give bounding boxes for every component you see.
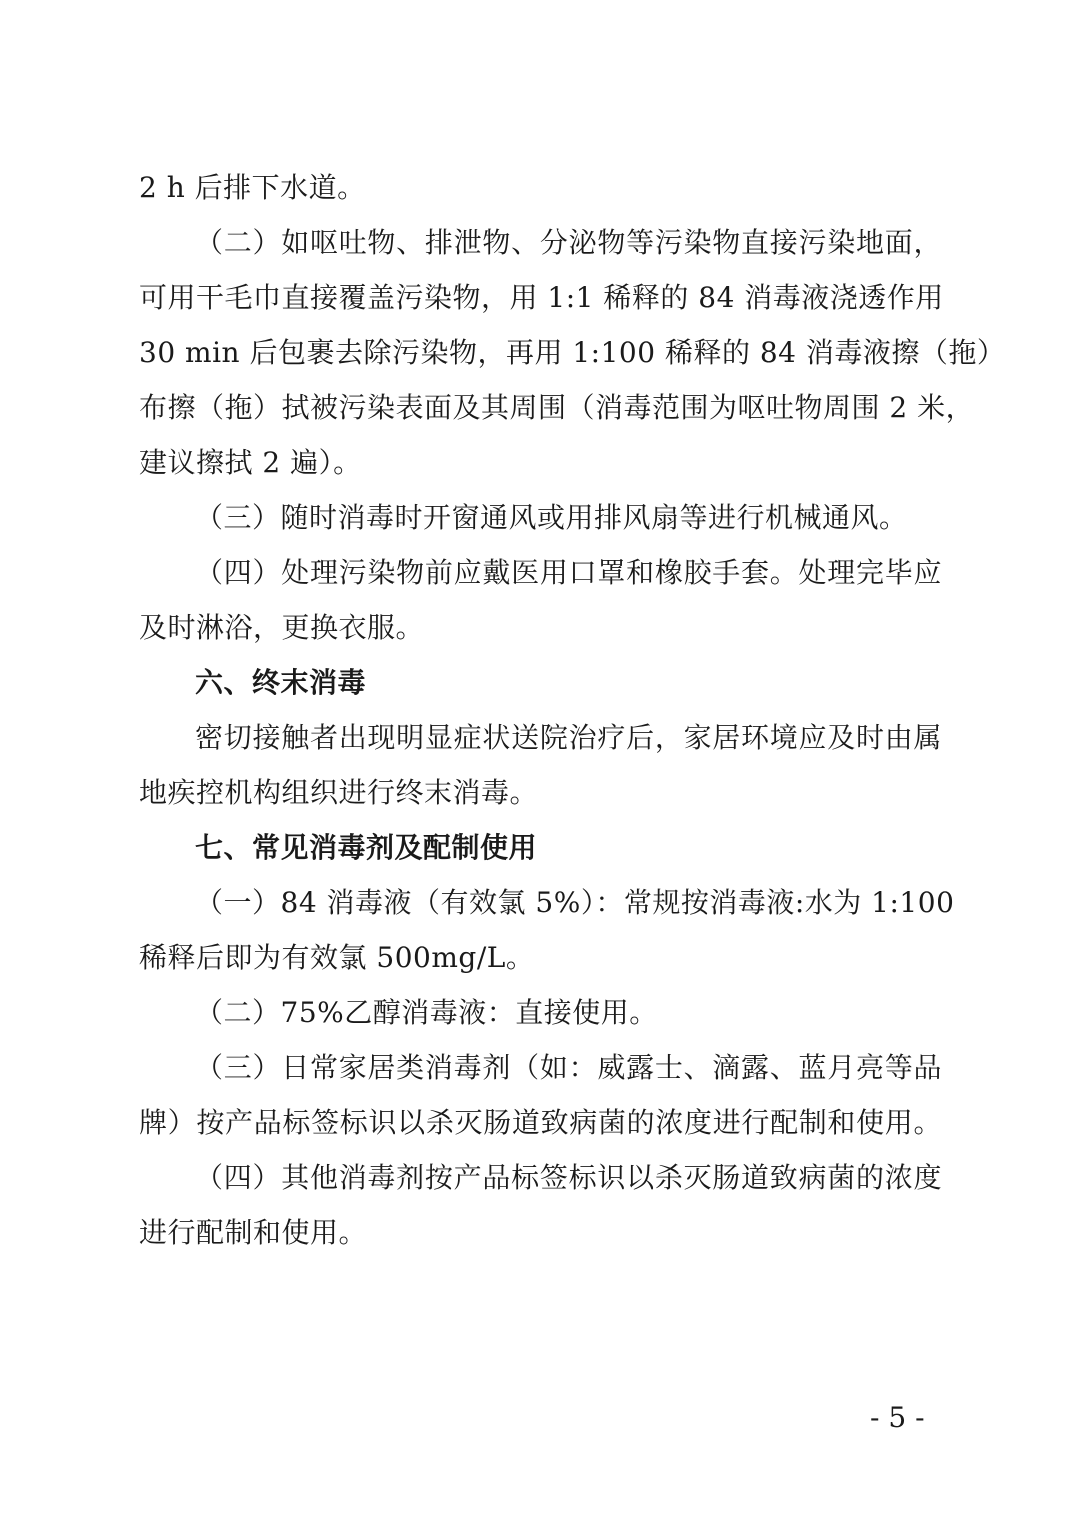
text-line: （三）随时消毒时开窗通风或用排风扇等进行机械通风。 xyxy=(195,501,908,534)
text-line: 稀释后即为有效氯 500mg/L。 xyxy=(139,941,535,974)
text-line: 进行配制和使用。 xyxy=(139,1216,368,1249)
text-line: （一）84 消毒液（有效氯 5%）：常规按消毒液:水为 1:100 xyxy=(195,886,955,919)
text-line: （二）75%乙醇消毒液：直接使用。 xyxy=(195,996,658,1029)
section-heading-6: 六、终末消毒 xyxy=(195,666,367,699)
text-line: 地疾控机构组织进行终末消毒。 xyxy=(139,776,539,809)
text-line: （四）其他消毒剂按产品标签标识以杀灭肠道致病菌的浓度 xyxy=(195,1161,942,1194)
document-body xyxy=(139,160,1006,1260)
text-line: 牌）按产品标签标识以杀灭肠道致病菌的浓度进行配制和使用。 xyxy=(139,1106,942,1139)
section-heading-7: 七、常见消毒剂及配制使用 xyxy=(195,831,538,864)
page-number: - 5 - xyxy=(870,1401,925,1434)
text-line: （三）日常家居类消毒剂（如：威露士、滴露、蓝月亮等品 xyxy=(195,1051,942,1084)
text-line: （四）处理污染物前应戴医用口罩和橡胶手套。处理完毕应 xyxy=(195,556,942,589)
text-line: 建议擦拭 2 遍）。 xyxy=(139,446,362,479)
text-line: 可用干毛巾直接覆盖污染物，用 1:1 稀释的 84 消毒液浇透作用 xyxy=(139,281,944,314)
text-line: 及时淋浴，更换衣服。 xyxy=(139,611,425,644)
text-line: 密切接触者出现明显症状送院治疗后，家居环境应及时由属 xyxy=(195,721,942,754)
text-line: （二）如呕吐物、排泄物、分泌物等污染物直接污染地面， xyxy=(195,226,942,259)
text-line: 布擦（拖）拭被污染表面及其周围（消毒范围为呕吐物周围 2 米， xyxy=(139,391,975,424)
text-line: 2 h 后排下水道。 xyxy=(139,171,366,204)
text-line: 30 min 后包裹去除污染物，再用 1:100 稀释的 84 消毒液擦（拖） xyxy=(139,336,1006,369)
